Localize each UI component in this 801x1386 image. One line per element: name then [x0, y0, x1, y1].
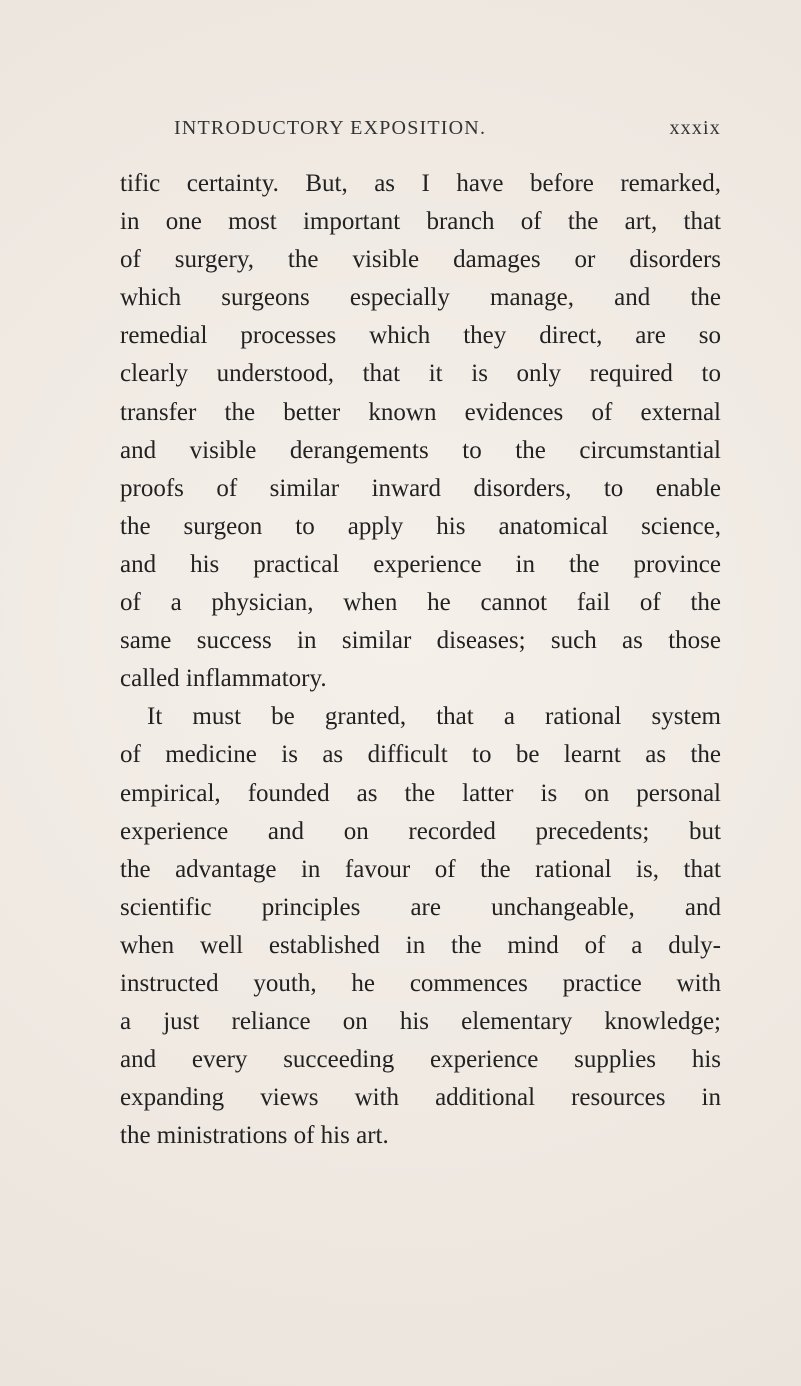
text-line: experience and on recorded precedents; but — [120, 817, 721, 845]
text-line: transfer the better known evidences of external — [120, 398, 721, 426]
text-line: which surgeons especially manage, and the — [120, 284, 721, 312]
text-line: called inflammatory. — [120, 665, 327, 693]
text-line: proofs of similar inward disorders, to enable — [120, 474, 721, 502]
text-line: a just reliance on his elementary knowledge; — [120, 1008, 721, 1036]
text-line: of a physician, when he cannot fail of the — [120, 589, 721, 617]
text-line: same success in similar diseases; such as those — [120, 627, 721, 655]
text-line: tific certainty. But, as I have before remarked, — [120, 170, 721, 197]
text-line: the ministrations of his art. — [120, 1122, 389, 1150]
text-line: and every succeeding experience supplies his — [120, 1046, 721, 1074]
text-line: instructed youth, he commences practice with — [120, 969, 721, 997]
text-line: clearly understood, that it is only required to — [120, 360, 721, 388]
text-line: of medicine is as difficult to be learnt as the — [120, 741, 721, 769]
text-line: and his practical experience in the province — [120, 550, 721, 578]
body-text — [120, 165, 721, 1155]
text-line: the surgeon to apply his anatomical science, — [120, 512, 721, 540]
header-title: INTRODUCTORY EXPOSITION. — [174, 117, 487, 139]
text-line: in one most important branch of the art, that — [120, 208, 721, 236]
text-line: the advantage in favour of the rational is, that — [120, 855, 721, 883]
text-line: It must be granted, that a rational system — [147, 703, 721, 731]
text-line: remedial processes which they direct, are so — [120, 322, 721, 350]
page-number: xxxix — [669, 117, 721, 139]
text-line: when well established in the mind of a duly- — [120, 931, 721, 959]
text-line: of surgery, the visible damages or disorders — [120, 246, 721, 274]
text-line: empirical, founded as the latter is on personal — [120, 779, 721, 807]
text-line: and visible derangements to the circumstantial — [120, 436, 721, 464]
text-line: scientific principles are unchangeable, and — [120, 893, 721, 921]
text-line: expanding views with additional resources in — [120, 1084, 721, 1112]
